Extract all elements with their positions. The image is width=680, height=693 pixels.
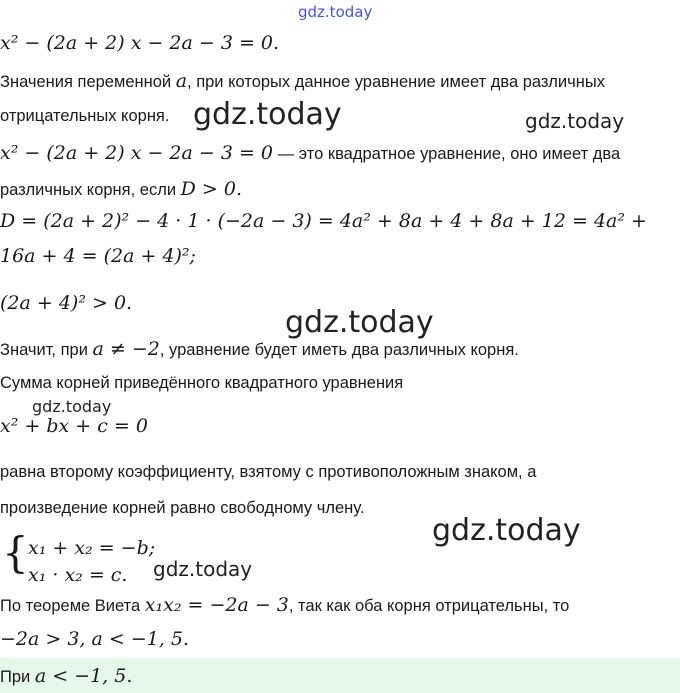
final-condition: −2a > 3, a < −1, 5. xyxy=(0,628,190,650)
condition-text: Значения переменной xyxy=(0,73,176,91)
discriminant-condition-math: D > 0. xyxy=(180,178,242,200)
sum-of-roots-text: Сумма корней приведённого квадратного уравнения xyxy=(0,374,404,392)
conclusion-line xyxy=(0,338,519,360)
equation-1: x² − (2a + 2) x − 2a − 3 = 0. xyxy=(0,32,280,54)
equal-text-1: равна второму коэффициенту, взятому с противоположным знаком, а xyxy=(0,463,537,481)
equal-text-2: произведение корней равно свободному члену. xyxy=(0,499,365,517)
vieta-math: x₁x₂ = −2a − 3 xyxy=(144,594,289,616)
watermark-large-1: gdz.today xyxy=(193,97,342,132)
discriminant-condition xyxy=(0,178,242,200)
equation-2-line xyxy=(0,142,620,164)
answer-math: a < −1, 5. xyxy=(34,665,133,687)
watermark-small-1: gdz.today xyxy=(525,109,625,133)
system-line-2: x₁ · x₂ = c. xyxy=(28,564,128,586)
condition-line-2: отрицательных корня. xyxy=(0,107,170,125)
condition-variable: a xyxy=(175,70,188,92)
discriminant-line-2: 16a + 4 = (2a + 4)²; xyxy=(0,245,196,267)
condition-line-1 xyxy=(0,70,605,92)
answer-line xyxy=(0,665,132,687)
watermark-top: gdz.today xyxy=(298,3,373,21)
watermark-large-2: gdz.today xyxy=(285,305,434,340)
watermark-small-3: gdz.today xyxy=(153,557,253,581)
vieta-line xyxy=(0,594,569,616)
watermark-large-3: gdz.today xyxy=(432,513,581,548)
conclusion-math: a ≠ −2 xyxy=(92,338,160,360)
inequality: (2a + 4)² > 0. xyxy=(0,292,133,314)
discriminant-condition-text: различных корня, если xyxy=(0,181,181,199)
watermark-small-2: gdz.today xyxy=(32,397,112,416)
answer-box xyxy=(0,658,680,693)
condition-text-rest: , при которых данное уравнение имеет два различных xyxy=(187,73,605,91)
conclusion-text: Значит, при xyxy=(0,341,93,359)
answer-text: При xyxy=(0,668,35,686)
system-brace: { xyxy=(2,528,29,577)
discriminant-line-1: D = (2a + 2)² − 4 · 1 · (−2a − 3) = 4a² + 8a + 4 + 8a + 12 = 4a² + xyxy=(0,210,647,232)
system-line-1: x₁ + x₂ = −b; xyxy=(28,537,156,559)
equation-2-text: — это квадратное уравнение, оно имеет два xyxy=(273,145,621,163)
vieta-text: По теореме Виета xyxy=(0,597,145,615)
conclusion-rest: , уравнение будет иметь два различных корня. xyxy=(159,341,519,359)
equation-2: x² − (2a + 2) x − 2a − 3 = 0 xyxy=(0,142,274,164)
reduced-equation: x² + bx + c = 0 xyxy=(0,415,148,437)
vieta-rest: , так как оба корня отрицательны, то xyxy=(288,597,570,615)
